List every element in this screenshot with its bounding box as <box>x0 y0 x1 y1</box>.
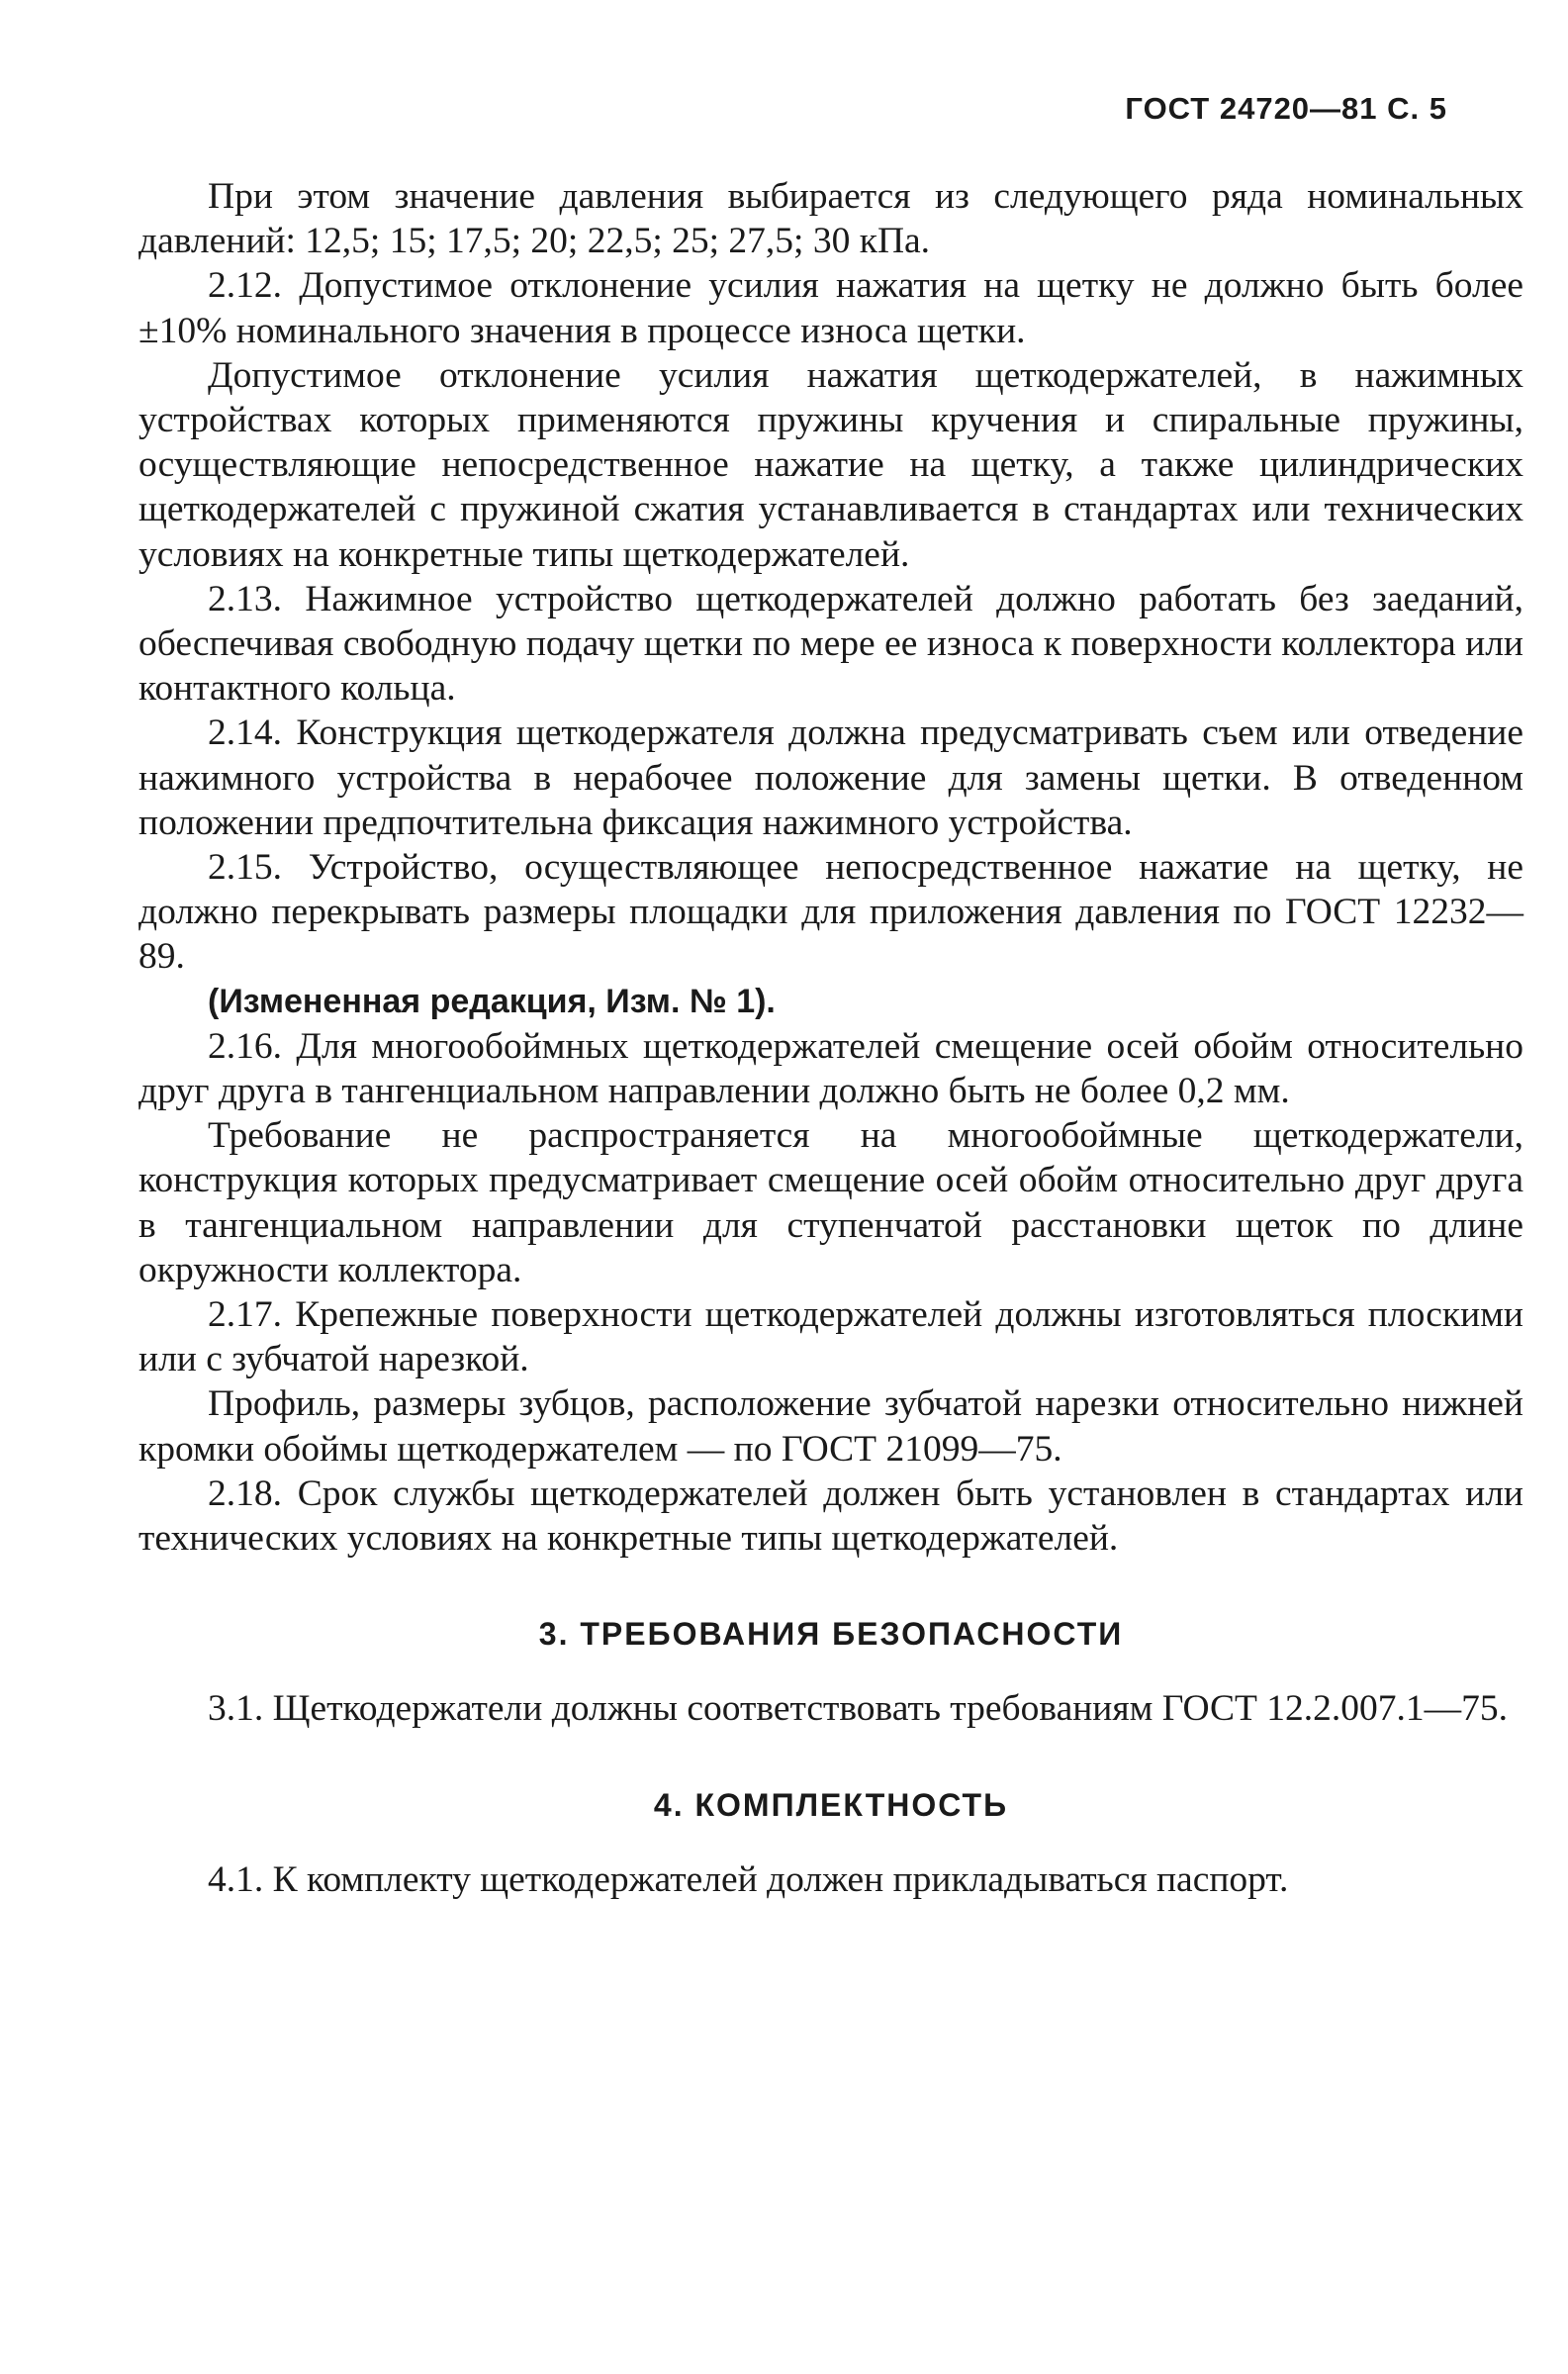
paragraph-multi-holder-exception: Требование не распространяется на многообоймные щеткодержатели, конструкция которых предусматривает смещение осей обойм относительно друг друга в тангенциальном направлении для ступенчатой расстановки щеток по длине окружности коллектора. <box>138 1115 1523 1290</box>
paragraph-tooth-profile: Профиль, размеры зубцов, расположение зубчатой нарезки относительно нижней кромки обоймы щеткодержателем — по ГОСТ 21099—75. <box>138 1383 1523 1470</box>
clause-2-17: 2.17. Крепежные поверхности щеткодержателей должны изготовляться плоскими или с зубчатой нарезкой. <box>138 1294 1523 1380</box>
section-3-heading: 3. ТРЕБОВАНИЯ БЕЗОПАСНОСТИ <box>538 1616 1124 1653</box>
spacer <box>138 1732 1523 1783</box>
spacer <box>138 1657 1523 1686</box>
running-header: ГОСТ 24720—81 С. 5 <box>1125 91 1447 126</box>
clause-2-18: 2.18. Срок службы щеткодержателей должен быть установлен в стандартах или технических условиях на конкретные типы щеткодержателей. <box>138 1472 1523 1560</box>
clause-2-14: 2.14. Конструкция щеткодержателя должна предусматривать съем или отведение нажимного устройства в нерабочее положение для замены щетки. В отведенном положении предпочтительна фиксация нажимного устройства. <box>138 712 1523 843</box>
clause-2-13: 2.13. Нажимное устройство щеткодержателей должно работать без заеданий, обеспечивая свободную подачу щетки по мере ее износа к поверхности коллектора или контактного кольца. <box>138 578 1523 710</box>
spacer <box>138 1561 1523 1612</box>
amendment-note: (Измененная редакция, Изм. № 1). <box>208 982 776 1020</box>
paragraph-force-deviation: Допустимое отклонение усилия нажатия щеткодержателей, в нажимных устройствах которых применяются пружины кручения и спиральные пружины, осуществляющие непосредственное нажатие на щетку, а также цилиндрических щеткодержателей с пружиной сжатия устанавливается в стандартах или технических условиях на конкретные типы щеткодержателей. <box>138 354 1523 575</box>
clause-2-12: 2.12. Допустимое отклонение усилия нажатия на щетку не должно быть более ±10% номинального значения в процессе износа щетки. <box>138 265 1523 351</box>
clause-4-1: 4.1. К комплекту щеткодержателей должен прикладываться паспорт. <box>208 1858 1289 1900</box>
clause-2-15: 2.15. Устройство, осуществляющее непосредственное нажатие на щетку, не должно перекрывать размеры площадки для приложения давления по ГОСТ 12232—89. <box>138 847 1523 978</box>
body-text <box>138 174 1523 1902</box>
section-4-heading: 4. КОМПЛЕКТНОСТЬ <box>653 1786 1009 1823</box>
clause-2-16: 2.16. Для многообоймных щеткодержателей смещение осей обойм относительно друг друга в тангенциальном направлении должно быть не более 0,2 мм. <box>138 1025 1523 1112</box>
clause-3-1: 3.1. Щеткодержатели должны соответствовать требованиям ГОСТ 12.2.007.1—75. <box>208 1688 1509 1730</box>
paragraph-pressure-series: При этом значение давления выбирается из следующего ряда номинальных давлений: 12,5; 15; 17,5; 20; 22,5; 25; 27,5; 30 кПа. <box>138 176 1523 262</box>
spacer <box>138 1828 1523 1857</box>
